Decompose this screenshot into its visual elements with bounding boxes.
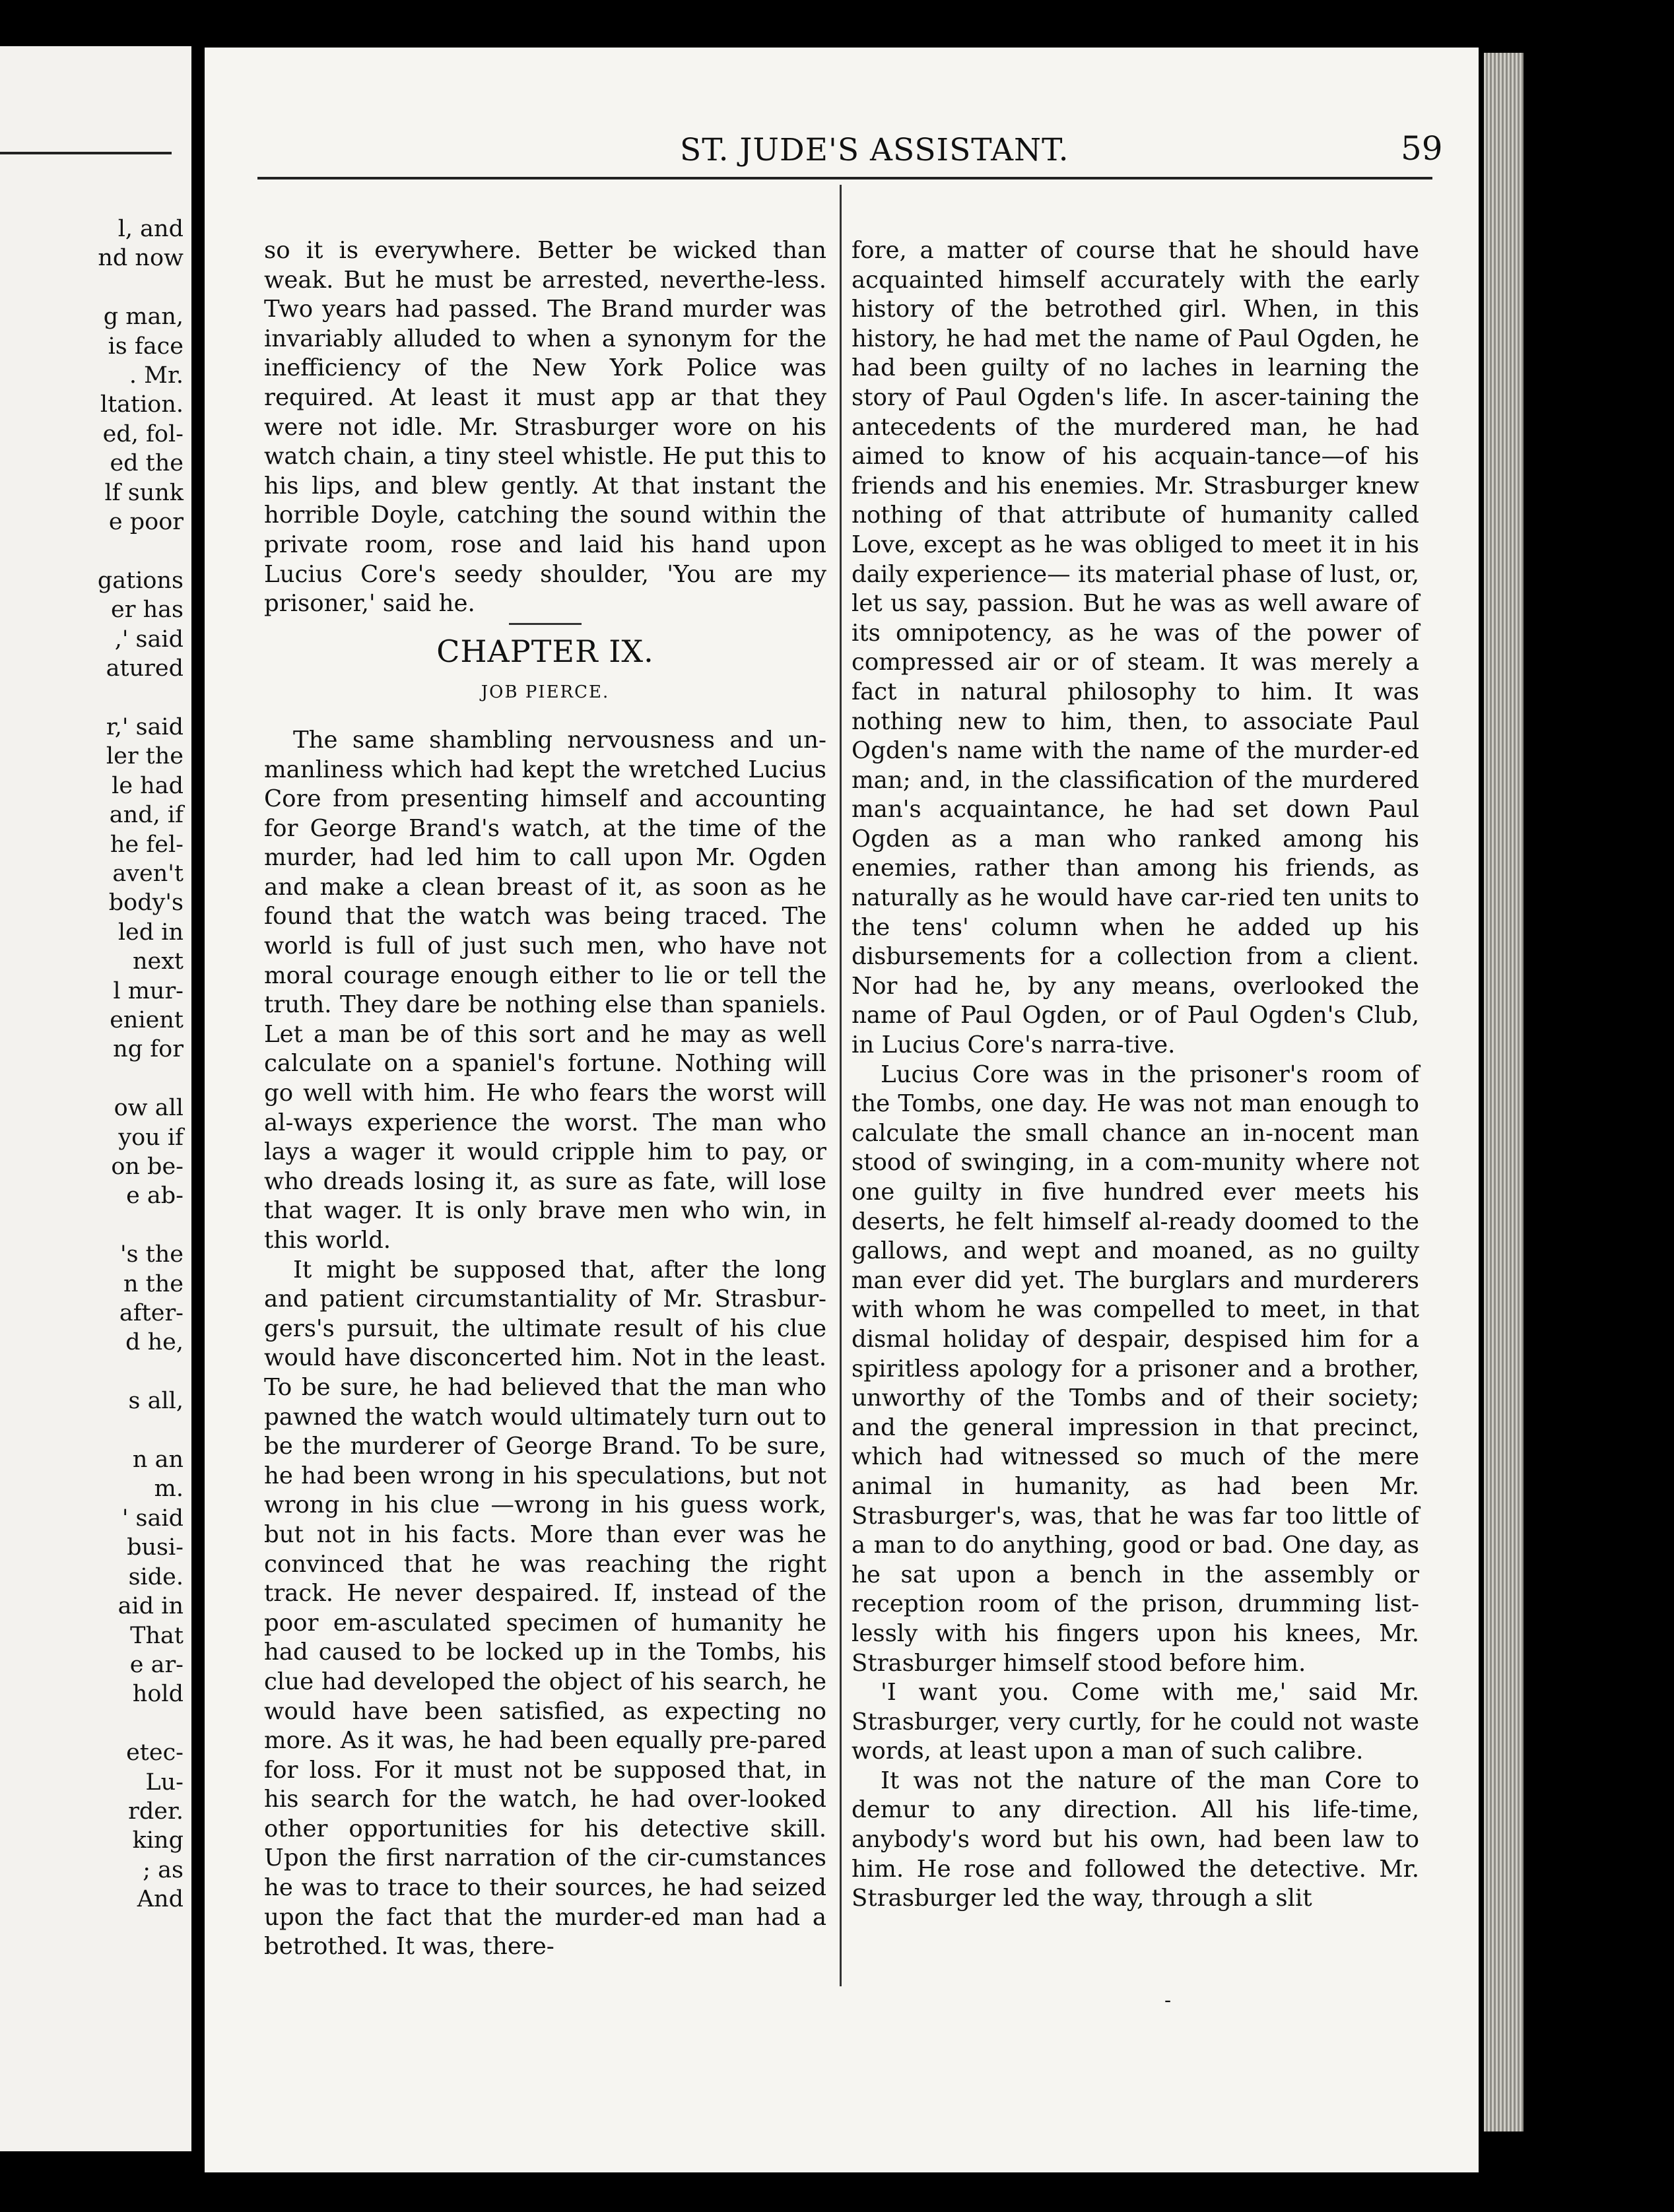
chapter-divider-rule — [509, 623, 582, 625]
facing-page-line: ltation. — [100, 391, 184, 418]
paragraph: It might be supposed that, after the long and patient circumstantiality of Mr. Strasbur-gers's pursuit, the ultimate result of his clue would have disconcerted him. Not in the least. To be sure, he had believed that the man who pawned the watch would ultimately turn out to be the murderer of George Brand. To be sure, he had been wrong in his speculations, but not wrong in his clue —wrong in his guess work, but not in his facts. More than ever was he convinced that he was reaching the right track. He never despaired. If, instead of the poor em-asculated specimen of humanity he had caused to be locked up in the Tombs, his clue had developed the object of his search, he would have been satisfied, as expecting no more. As it was, he had been equally pre-pared for loss. For it must not be supposed that, in his search for the watch, he had over-looked other opportunities for his detective skill. Upon the first narration of the cir-cumstances he was to trace to their sources, he had seized upon the fact that the murder-ed man had a betrothed. It was, there- — [264, 1256, 826, 1961]
facing-page-line: you if — [118, 1124, 184, 1151]
facing-page-line: ' said — [121, 1505, 184, 1532]
facing-page-line: aid in — [117, 1593, 184, 1620]
facing-page-line: . Mr. — [129, 362, 184, 389]
facing-page-line: rder. — [128, 1798, 184, 1825]
facing-page-line: 's the — [119, 1241, 184, 1268]
facing-page-line: ed, fol- — [102, 420, 184, 447]
printer-mark: - — [1164, 1989, 1172, 2012]
right-column — [852, 236, 1419, 1914]
facing-page-line: Lu- — [145, 1769, 184, 1796]
facing-page-line: And — [137, 1886, 184, 1913]
facing-page-line — [98, 537, 184, 566]
facing-page-line: next — [132, 948, 184, 975]
facing-page-line: enient — [110, 1006, 184, 1033]
facing-page-line: busi- — [127, 1534, 184, 1561]
facing-page-line: body's — [108, 890, 184, 917]
facing-page-line: s all, — [128, 1388, 184, 1415]
facing-page-line: er has — [111, 597, 184, 624]
column-divider — [840, 185, 842, 1986]
facing-page-line: king — [132, 1827, 184, 1854]
facing-page-line: r,' said — [106, 713, 184, 740]
facing-page-line: m. — [154, 1476, 184, 1503]
facing-page-line — [98, 1064, 184, 1093]
facing-page-line: nd now — [98, 245, 184, 272]
facing-page-line: le had — [112, 772, 184, 799]
facing-page-fragment — [0, 46, 191, 2151]
facing-page-line: lf sunk — [104, 479, 184, 506]
facing-page-line: ng for — [113, 1036, 184, 1063]
facing-page-line: d he, — [125, 1329, 184, 1356]
facing-page-line: side. — [128, 1563, 184, 1590]
facing-page-line: on be- — [111, 1154, 184, 1180]
facing-page-line: gations — [97, 567, 184, 594]
paragraph: 'I want you. Come with me,' said Mr. Strasburger, very curtly, for he could not waste words, at least upon a man of such calibre. — [852, 1679, 1419, 1765]
facing-page-line — [98, 1416, 184, 1445]
facing-page-line: e ar- — [129, 1651, 184, 1678]
facing-page-line: after- — [119, 1300, 184, 1327]
facing-page-line: ed the — [110, 450, 184, 477]
facing-page-line: ; as — [143, 1856, 184, 1883]
facing-page-line: hold — [132, 1681, 184, 1708]
facing-page-line: That — [130, 1622, 184, 1649]
facing-page-line — [98, 273, 184, 302]
facing-page-line: etec- — [126, 1740, 184, 1767]
facing-page-line: he fel- — [110, 831, 184, 858]
facing-page-line — [98, 1357, 184, 1386]
page-edge-stack — [1484, 53, 1523, 2131]
left-column — [264, 236, 826, 1962]
facing-page-line: l, and — [117, 216, 184, 242]
facing-page-line: ler the — [106, 743, 184, 770]
page — [205, 48, 1479, 2172]
facing-page-line: l mur- — [113, 977, 184, 1004]
chapter-heading: CHAPTER IX. — [436, 633, 654, 669]
facing-page-line: n an — [132, 1447, 184, 1474]
running-title: ST. JUDE'S ASSISTANT. — [680, 132, 1069, 168]
paragraph: fore, a matter of course that he should have acquainted himself accurately with the early history of the betrothed girl. When, in this history, he had met the name of Paul Ogden, he had been guilty of no laches in learning the story of Paul Ogden's life. In ascer-taining the antecedents of the murdered man, he had aimed to know of his acquain-tance—of his friends and his enemies. Mr. Strasburger knew nothing of that attribute of humanity called Love, except as he was obliged to meet it in his daily experience— its material phase of lust, or, let us say, passion. But he was as well aware of its omnipotency, as he was of the power of compressed air or of steam. It was merely a fact in natural philosophy to him. It was nothing new to him, then, to associate Paul Ogden's name with the name of the murder-ed man; and, in the classification of the murdered man's acquaintance, he had set down Paul Ogden as a man who ranked among his enemies, rather than among his friends, as naturally as he would have car-ried ten units to the tens' column when he added up his disbursements for a collection from a client. Nor had he, by any means, overlooked the name of Paul Ogden, or of Paul Ogden's Club, in Lucius Core's narra-tive. — [852, 237, 1419, 1059]
paragraph: so it is everywhere. Better be wicked than weak. But he must be arrested, neverthe-less. Two years had passed. The Brand murder was invariably alluded to when a synonym for the inefficiency of the New York Police was required. At least it must app ar that they were not idle. Mr. Strasburger wore on his watch chain, a tiny steel whistle. He put this to his lips, and blew gently. At that instant the horrible Doyle, catching the sound within the private room, rose and laid his hand upon Lucius Core's seedy shoulder, 'You are my prisoner,' said he. — [264, 237, 826, 618]
facing-page-line: g man, — [103, 304, 184, 331]
facing-page-line — [98, 1709, 184, 1738]
facing-page-line: atured — [106, 655, 184, 682]
paragraph: It was not the nature of the man Core to demur to any direction. All his life-time, anybody's word but his own, had been law to him. He rose and followed the detective. Mr. Strasburger led the way, through a slit — [852, 1767, 1419, 1912]
paragraph: The same shambling nervousness and un-manliness which had kept the wretched Lucius Core from presenting himself and accounting for George Brand's watch, at the time of the murder, had led him to call upon Mr. Ogden and make a clean breast of it, as soon as he found that the watch was being traced. The world is full of just such men, who have not moral courage enough either to lie or tell the truth. They dare be nothing else than spaniels. Let a man be of this sort and he may as well calculate on a spaniel's fortune. Nothing will go well with him. He who fears the worst will al-ways experience the worst. The man who lays a wager it would cripple him to pay, or who dreads losing it, as sure as fate, will lose that wager. It is only brave men who win, in this world. — [264, 726, 826, 1254]
facing-page-line: ,' said — [114, 626, 184, 653]
chapter-subtitle: JOB PIERCE. — [481, 682, 610, 703]
facing-page-line: ow all — [114, 1095, 184, 1122]
facing-page-line: and, if — [109, 802, 184, 829]
facing-page-line: n the — [123, 1270, 184, 1297]
header-rule — [257, 177, 1432, 179]
facing-page-line: is face — [108, 333, 184, 360]
facing-page-line: led in — [117, 919, 184, 946]
facing-page-line-fragments — [98, 214, 184, 1914]
facing-page-line: e poor — [108, 509, 184, 536]
facing-page-header-rule — [0, 152, 172, 154]
page-number: 59 — [1401, 129, 1443, 168]
facing-page-line: e ab- — [126, 1183, 184, 1210]
facing-page-line: aven't — [112, 860, 184, 887]
paragraph: Lucius Core was in the prisoner's room of the Tombs, one day. He was not man enough to calculate the small chance an in-nocent man stood of swinging, in a com-munity where not one guilty in five hundred ever meets his deserts, he felt himself al-ready doomed to the gallows, and wept and moaned, as no guilty man ever did yet. The burglars and murderers with whom he was compelled to meet, in that dismal holiday of despair, despised him for a spiritless apology for a prisoner and a brother, unworthy of the Tombs and of their society; and the general impression in that precinct, which had witnessed so much of the mere animal in humanity, as had been Mr. Strasburger's, was, that he was far too little of a man to do anything, good or bad. One day, as he sat upon a bench in the assembly or reception room of the prison, drumming list-lessly with his fingers upon his knees, Mr. Strasburger himself stood before him. — [852, 1060, 1419, 1677]
facing-page-line — [98, 684, 184, 713]
facing-page-line — [98, 1211, 184, 1240]
